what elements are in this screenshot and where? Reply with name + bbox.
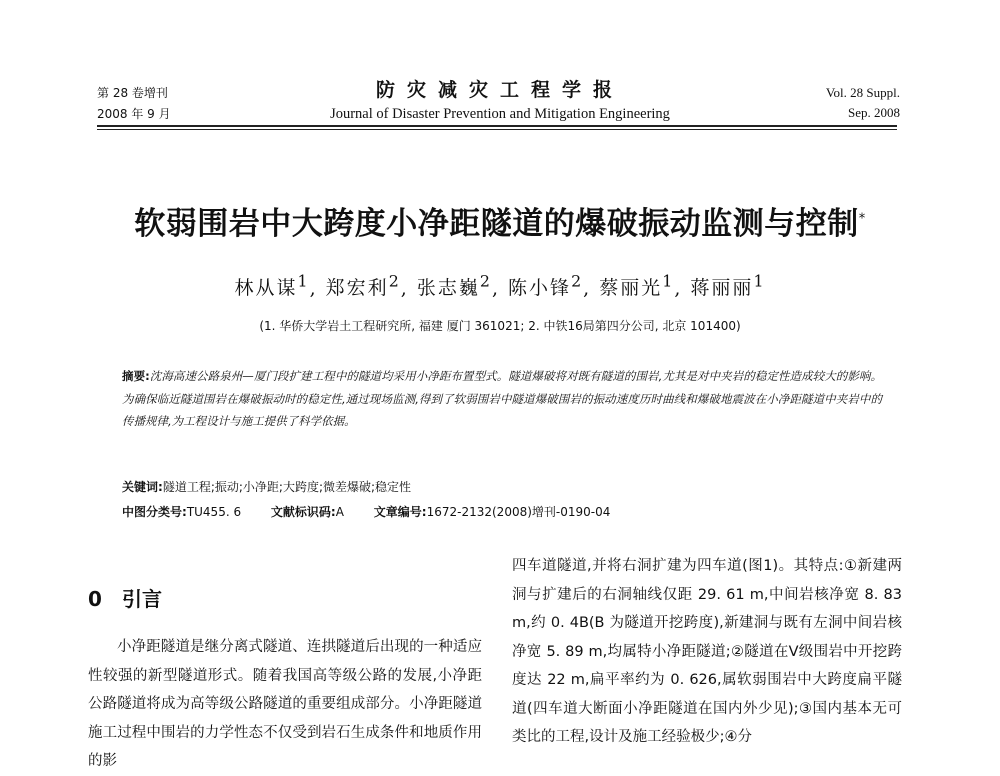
volume-en: Vol. 28 Suppl. [825,85,900,100]
date-en: Sep. 2008 [848,105,900,120]
header-left [97,83,171,125]
clc-value: TU455. 6 [186,505,242,519]
body-right-paragraph: 四车道隧道,并将右洞扩建为四车道(图1)。其特点:①新建两洞与扩建后的右洞轴线仅距 29. 61 m,中间岩核净宽 8. 83 m,约 0. 4B(B 为隧道开挖跨度),新建洞与既有左洞中间岩核净宽 5. 89 m,均属特小净距隧道;②隧道在Ⅴ级围岩中开挖跨度达 22 m,扁平率约为 0. 626,属软弱围岩中大跨度扁平隧道(四车道大断面小净距隧道在国内外少见);③国内基本无可类比的工程,设计及施工经验极少;④分 [512,558,902,745]
abstract-text: 沈海高速公路泉州—厦门段扩建工程中的隧道均采用小净距布置型式。隧道爆破将对既有隧道的围岩,尤其是对中夹岩的稳定性造成较大的影响。为确保临近隧道围岩在爆破振动时的稳定性,通过现场监测,得到了软弱围岩中隧道爆破围岩的振动速度历时曲线和爆破地震波在小净距隧道中夹岩中的传播规律,为工程设计与施工提供了科学依据。 [122,369,882,428]
header-right [826,83,900,123]
volume-cn: 第 28 卷增刊 [97,86,168,100]
section-number: 0 [88,587,102,611]
clc-label: 中图分类号: [122,505,187,519]
journal-title-cn: 防灾减灾工程学报 [375,79,624,101]
author-list: 林从谋$^1$, 郑宏利$^2$, 张志巍$^2$, 陈小锋$^2$, 蔡丽光$^1$, 蒋丽丽$^1$ [234,272,766,300]
classification-row [122,503,882,520]
keywords-label: 关键词: [122,480,163,494]
author: 蒋丽丽$^1$ [690,272,766,300]
author: 张志巍$^2$ [416,272,492,300]
section-heading [88,583,162,612]
keywords-text: 隧道工程;振动;小净距;大跨度;微差爆破;稳定性 [162,480,412,494]
author: 陈小锋$^2$ [508,272,584,300]
title-footnote-marker: * [858,211,866,227]
header-rule-thin [97,129,897,130]
doc-code-label: 文献标识码: [270,505,336,519]
journal-title-en: Journal of Disaster Prevention and Mitigation Engineering [330,106,670,122]
body-left-paragraph: 小净距隧道是继分离式隧道、连拱隧道后出现的一种适应性较强的新型隧道形式。随着我国高等级公路的发展,小净距公路隧道将成为高等级公路隧道的重要组成部分。小净距隧道施工过程中围岩的力学性态不仅受到岩石生成条件和地质作用的影 [88,639,482,769]
keywords [122,478,882,495]
doc-code-value: A [335,505,344,519]
abstract [122,365,882,433]
header-rule-thick [97,125,897,127]
paper-title [60,198,940,243]
author: 郑宏利$^2$ [325,272,401,300]
affiliations: (1. 华侨大学岩土工程研究所, 福建 厦门 361021; 2. 中铁16局第四分公司, 北京 101400) [259,319,741,333]
author: 林从谋$^1$ [234,272,310,300]
article-id-value: 1672-2132(2008)增刊-0190-04 [426,505,611,519]
author: 蔡丽光$^1$ [599,272,675,300]
article-id-label: 文章编号: [373,505,427,519]
paper-title-text: 软弱围岩中大跨度小净距隧道的爆破振动监测与控制 [134,206,859,242]
journal-title-block [240,78,760,124]
date-cn: 2008 年 9 月 [97,107,171,121]
section-title: 引言 [122,587,162,611]
abstract-label: 摘要: [122,369,150,383]
